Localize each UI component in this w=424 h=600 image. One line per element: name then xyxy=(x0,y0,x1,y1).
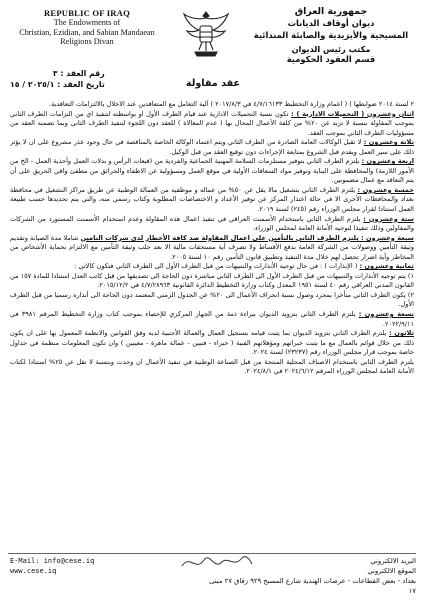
clause-27-text: شاملا مدة الصيانة وتقديم وثيقة التأمين ووصولات من الشركة العامة بدفع الأقساط ولا تصرف أية مستحقات مالية الا بعد جلب وثيقة التأمين مع الالتزام بحماية الأشخاص من المخاطر وأية اضرار تحصل لهم خلال مدة التنفيذ وتطبيق قانون التأمين رقم ١٠ لسنة ٢٠٠٥. xyxy=(10,233,414,261)
clause-28-title: ثمانية وعشرون : xyxy=(359,262,414,271)
divan-name: ديوان أوقاف الديانات xyxy=(287,18,375,29)
clause-28 xyxy=(10,262,414,272)
religions-line: Christian, Ezidian, and Sabian Mandaean xyxy=(19,27,155,37)
clause-29 xyxy=(10,310,414,329)
header-english xyxy=(6,8,168,47)
footer-website: www.cese.iq xyxy=(10,567,57,575)
clause-26 xyxy=(10,215,414,234)
footer-contact-latin xyxy=(10,556,94,576)
section-name: قسم العقود الحكومية xyxy=(286,54,376,65)
clause-29-text: يلتزم الطرف الثاني بتزويد الديوان ببراءة ذمة من الجهاز المركزي للإحصاء بموجب كتاب وزارة التخطيط المرقم ٣٩٨١ في ٢٠٢٢/٩/١١. xyxy=(10,310,414,328)
religions-name: المسيحية والأيزيدية والصابئة المندائية xyxy=(253,29,409,40)
clause-28-item-2: ٢) يكون الطرف الثاني متأخرا بمجرد وصول نسبة انحراف الأعمال الى ٢٠% عن الجدول الزمني المعتمد دون الحاجة الى أنذاره رسميا من قبل الطرف الأول. xyxy=(10,290,414,309)
footer-website-label: الموقع الالكتروني xyxy=(367,567,416,575)
endowments-line: The Endowments of xyxy=(53,18,121,28)
footer-email-label: البريد الالكتروني xyxy=(370,557,416,565)
clause-24 xyxy=(10,157,414,186)
contract-number-label: رقم العقد : xyxy=(60,69,105,78)
clause-30-text: يلتزم الطرف الثاني بتزويد الديوان بما يثبت قيامه بتسجيل العمال والعمالة الأجنبية لديه وفق القوانين والانظمة المعمول بها على ان يكون ذلك من خلال قوائم بالعمال مع ما يثبت خبراتهم ومؤهلاتهم الفنية ( خبراء - فنيين - عمالة ماهرة - معينين ) وان تكون المعلومات منظمة في جداول خاصة بموجب قرار مجلس الوزراء رقم (٢٣٢٣٧) لسنة ٢٠٢٤. xyxy=(10,329,414,357)
country-name: جمهورية العراق xyxy=(294,6,368,17)
republic-title: REPUBLIC OF IRAQ xyxy=(44,8,130,18)
contract-number-row xyxy=(10,68,105,79)
contract-date-row xyxy=(10,79,105,90)
eagle-emblem-icon xyxy=(181,6,231,62)
header-arabic xyxy=(246,6,416,66)
clause-29-title: تسعة وعشرون : xyxy=(358,310,414,319)
footer-email: E-Mail: info@cese.iq xyxy=(10,557,95,565)
footer-contact-arabic xyxy=(201,556,416,596)
clause-23-text: لا تقبل الوكالات العامة الصادرة من الطرف الثاني ويتم اعتماد الوكالة الخاصة بالمناقصة في حال وجود عذر مشروع على ان لا يؤثر ذلك على سير العمل ويقدم قبل الشروع بمتابعة الإجراءات دون توقيع العقد من قبل الوكيل. xyxy=(10,138,414,156)
clause-27-title: سبعة وعشرون : يلتزم الطرف الثاني بالتأمين على اعمال المقاولة ضد كافة الأخطار لدى شركات التامين xyxy=(80,233,414,242)
clause-25-title: خمسة وعشرون : xyxy=(357,185,414,194)
clause-31: يلتزم الطرف الثاني باستخدام الاصناف المحلية المنتجة من قبل الصناعة الوطنية في تنفيذ الأعمال ان وجدت وبنسبة لا تقل عن ٢٥% استنادا لكتاب الأمانة العامة لمجلس الوزراء المرقم ٢٠٢٤/٦/١٢ في ٢٠٢٤/٨/١. xyxy=(10,357,414,376)
clause-22-text: تكون نسبة التحميلات الادارية عند قيام الطرف الأول او بواسطته لتنفيذ اي من التزامات الطرف الثاني بموجب المقاولة بنسبة لا تزيد عن ٢٠% من كلفة الأعمال المحال بها ( عدم المغالاة ) للعقد دون اللجوء لتنفيذ الطرف الثاني وبما تضمنه العقد من مسؤوليات الطرف الثاني بموجب العقد. xyxy=(10,109,414,137)
clause-26-title: ستة وعشرون : xyxy=(363,214,414,223)
footer-divider xyxy=(8,553,416,554)
clause-25 xyxy=(10,186,414,215)
contract-date-label: تاريخ العقد : xyxy=(57,80,105,90)
clause-23-title: ثلاثة وعشرون : xyxy=(363,138,414,147)
clause-22-title: اثنان وعشرون ( التحميلات الادارية ) : xyxy=(291,109,414,118)
contract-date-value: ٢٠٢٥/١ / ١٥ xyxy=(10,80,55,90)
clause-24-text: يلتزم الطرف الثاني بتوفير مستلزمات السلامة المهنية الجماعية والفردية من (قبعات الرأس و بدلات العمل وأحذية العمل - الخ من الأمور اللازمة) والمحافظة على البناية وتوفير مواد السعافات الأولية في موقع العمل ومسؤولية عن الاطفاء والحرائق من مطفئ واقي الحريق على أن يتم التعاقد مع عمال مضمونين. xyxy=(10,157,414,185)
footer-address: بغداد - بعض القطاعات - عرصات الهندية شارع المسبح ٩٢٩ زقاق ٢٧ مبنى ١٧ xyxy=(209,577,416,595)
clause-22 xyxy=(10,110,414,139)
clause-28-text: ( الإنذارات ) : في حال توجيه الأنذارات والتنبيهات من قبل الطرف الأول الى الطرف الثاني فتكون كالاتي : xyxy=(74,262,358,271)
clause-30-title: ثلاثون : xyxy=(388,329,414,338)
contract-meta xyxy=(10,68,105,91)
clause-30 xyxy=(10,329,414,358)
clause-28-item-1: ١) يتم توجيه الأنذارات والتنبيهات من قبل الطرف الأول الى الطرف الثاني مباشرة دون الحاجة الى تصديقها من قبل كاتب العدل استنادا للمادة ١٥٧ من القانون المدني العراقي رقم ٤٠ لسنة ١٩٥١ المعدل وكتاب وزارة التخطيط الدائرة القانونية ٤/٧/٢٨٩٦٣ في ٢٠١٥/١٢/٢. xyxy=(10,271,414,290)
office-name: مكتب رئيس الديوان xyxy=(291,43,371,54)
document-title: عقد مقاولة xyxy=(185,78,241,89)
contract-body xyxy=(10,100,414,548)
contract-number-value: ٣ xyxy=(52,69,58,78)
clause-26-text: يلتزم الطرف الثاني باستخدام الأسمنت العراقي في تنفيذ اعمال هذه المقاولة وعدم استخدام الأسمنت المستورد من الشركات والمقاولين وذلك تنفيذا لتوجيه الأمانة العامة لمجلس الوزراء. xyxy=(10,214,414,233)
clause-23 xyxy=(10,138,414,157)
clause-27 xyxy=(10,234,414,263)
intro-paragraph: ٢ لسنة ٢٠١٤ ضوابطها ) ( اعمام وزارة التخطيط ٤/٧/١٦١٣٣ في ٢٠١٧/٨/٣ ) آلية التعامل مع المتعاقدين عند الاخلال بالالتزامات التعاقدية. xyxy=(48,100,414,108)
clause-24-title: اربعة وعشرون : xyxy=(361,157,414,166)
divan-line: Religions Divan xyxy=(60,37,114,47)
clause-25-text: يلتزم الطرف الثاني بتشغيل مالا يقل عن ٥٠% من عماله و موظفيه من العمالة الوطنية عن طريق مراكز التشغيل في محافظة بغداد والمحافظات الأخرى الا في حالة اعتذار المركز عن توفير الأعداد و الاختصاصات المطلوبة وكتاب رسمي منه، والتي يتم تحديدها حسب طبيعة العمل استنادا لقرار مجلس الوزراء رقم (٢٤٥) لسنة ٢٠١٩. xyxy=(10,185,414,214)
